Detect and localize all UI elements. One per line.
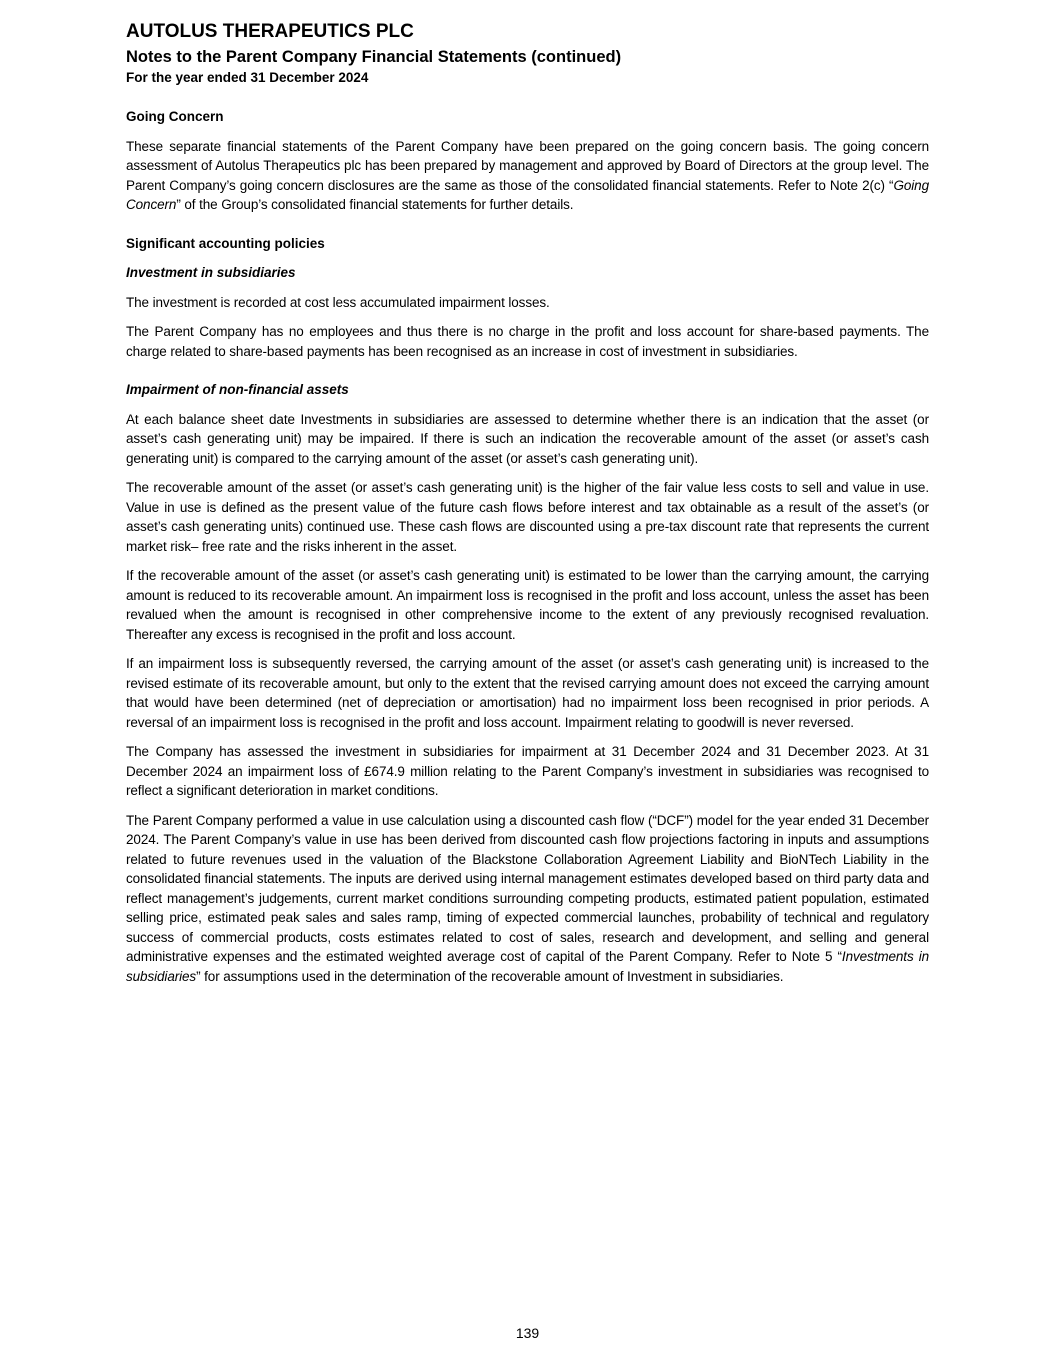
impairment-paragraph-1: At each balance sheet date Investments in subsidiaries are assessed to determine whether there is an indication that the asset (or asset’s cash generating unit) may be impaired. If there is such an indication the recoverable amount of the asset (or asset’s cash generating unit) is compared to the carrying amount of the asset (or asset’s cash generating unit). <box>126 411 929 466</box>
investment-paragraph-1: The investment is recorded at cost less accumulated impairment losses. <box>126 294 550 310</box>
dcf-note-reference: Investments in subsidiaries <box>126 949 930 984</box>
dcf-text-start: The Parent Company performed a value in use calculation using a discounted cash flow (“DCF”) model for the year ended 31 December 2024. The Parent Company’s value in use has been derived from discounted cash flow projections factoring in inputs and assumptions related to future revenues used in the valuation of the Blackstone Collaboration Agreement Liability and BioNTech Liability in the consolidated financial statements. The inputs are derived using internal management estimates developed based on third party data and reflect management’s judgements, current market conditions surrounding competing products, estimated patient population, estimated selling price, estimated peak sales and sales ramp, timing of expected commercial launches, probability of technical and regulatory success of commercial products, costs estimates related to cost of sales, research and development, and selling and general administrative expenses and the estimated weighted average cost of capital of the Parent Company. Refer to Note 5 “ <box>126 812 929 964</box>
accounting-policies-heading: Significant accounting policies <box>126 235 325 251</box>
going-concern-heading: Going Concern <box>126 109 224 124</box>
going-concern-text-end: ” of the Group’s consolidated financial statements for further details. <box>176 197 574 212</box>
document-page <box>126 20 929 986</box>
page-number: 139 <box>515 1325 540 1341</box>
investment-paragraph-2: The Parent Company has no employees and thus there is no charge in the profit and loss account for share-based payments. The charge related to share-based payments has been recognised as an increase in cost of investment in subsidiaries. <box>126 324 929 359</box>
reporting-period: For the year ended 31 December 2024 <box>126 70 369 85</box>
impairment-paragraph-4: If an impairment loss is subsequently reversed, the carrying amount of the asset (or asset’s cash generating unit) is increased to the revised estimate of its recoverable amount, but only to the extent that the revised carrying amount does not exceed the carrying amount that would have been determined (net of depreciation or amortisation) had no impairment loss been recognised in prior periods. A reversal of an impairment loss is recognised in the profit and loss account. Impairment relating to goodwill is never reversed. <box>126 656 929 730</box>
going-concern-note-reference: Going Concern <box>126 177 929 212</box>
going-concern-paragraph <box>126 137 929 215</box>
impairment-heading: Impairment of non-financial assets <box>126 382 349 397</box>
investment-subsidiaries-heading: Investment in subsidiaries <box>126 265 296 280</box>
impairment-paragraph-2: The recoverable amount of the asset (or asset’s cash generating unit) is the higher of the fair value less costs to sell and value in use. Value in use is defined as the present value of the future cash flows before interest and tax obtainable as a result of the asset’s (or asset’s cash generating units) continued use. These cash flows are discounted using a pre-tax discount rate that represents the current market risk– free rate and the risks inherent in the asset. <box>126 480 929 554</box>
document-subtitle: Notes to the Parent Company Financial Statements (continued) <box>126 48 622 66</box>
impairment-paragraph-5: The Company has assessed the investment in subsidiaries for impairment at 31 December 2024 and 31 December 2023. At 31 December 2024 an impairment loss of £674.9 million relating to the Parent Company’s investment in subsidiaries was recognised to reflect a significant deterioration in market conditions. <box>126 744 929 798</box>
going-concern-text-start: These separate financial statements of the Parent Company have been prepared on the going concern basis. The going concern assessment of Autolus Therapeutics plc has been prepared by management and approved by Board of Directors at the group level. The Parent Company’s going concern disclosures are the same as those of the consolidated financial statements. Refer to Note 2(c) “ <box>126 138 929 193</box>
dcf-text-end: ” for assumptions used in the determination of the recoverable amount of Investment in subsidiaries. <box>196 968 784 984</box>
company-name: AUTOLUS THERAPEUTICS PLC <box>126 21 414 42</box>
impairment-paragraph-3: If the recoverable amount of the asset (or asset’s cash generating unit) is estimated to be lower than the carrying amount, the carrying amount is reduced to its recoverable amount. An impairment loss is recognised in the profit and loss account, unless the asset has been revalued when the amount is recognised in other comprehensive income to the extent of any previously recognised revaluation. Thereafter any excess is recognised in the profit and loss account. <box>126 568 929 642</box>
impairment-paragraph-6 <box>126 811 929 987</box>
